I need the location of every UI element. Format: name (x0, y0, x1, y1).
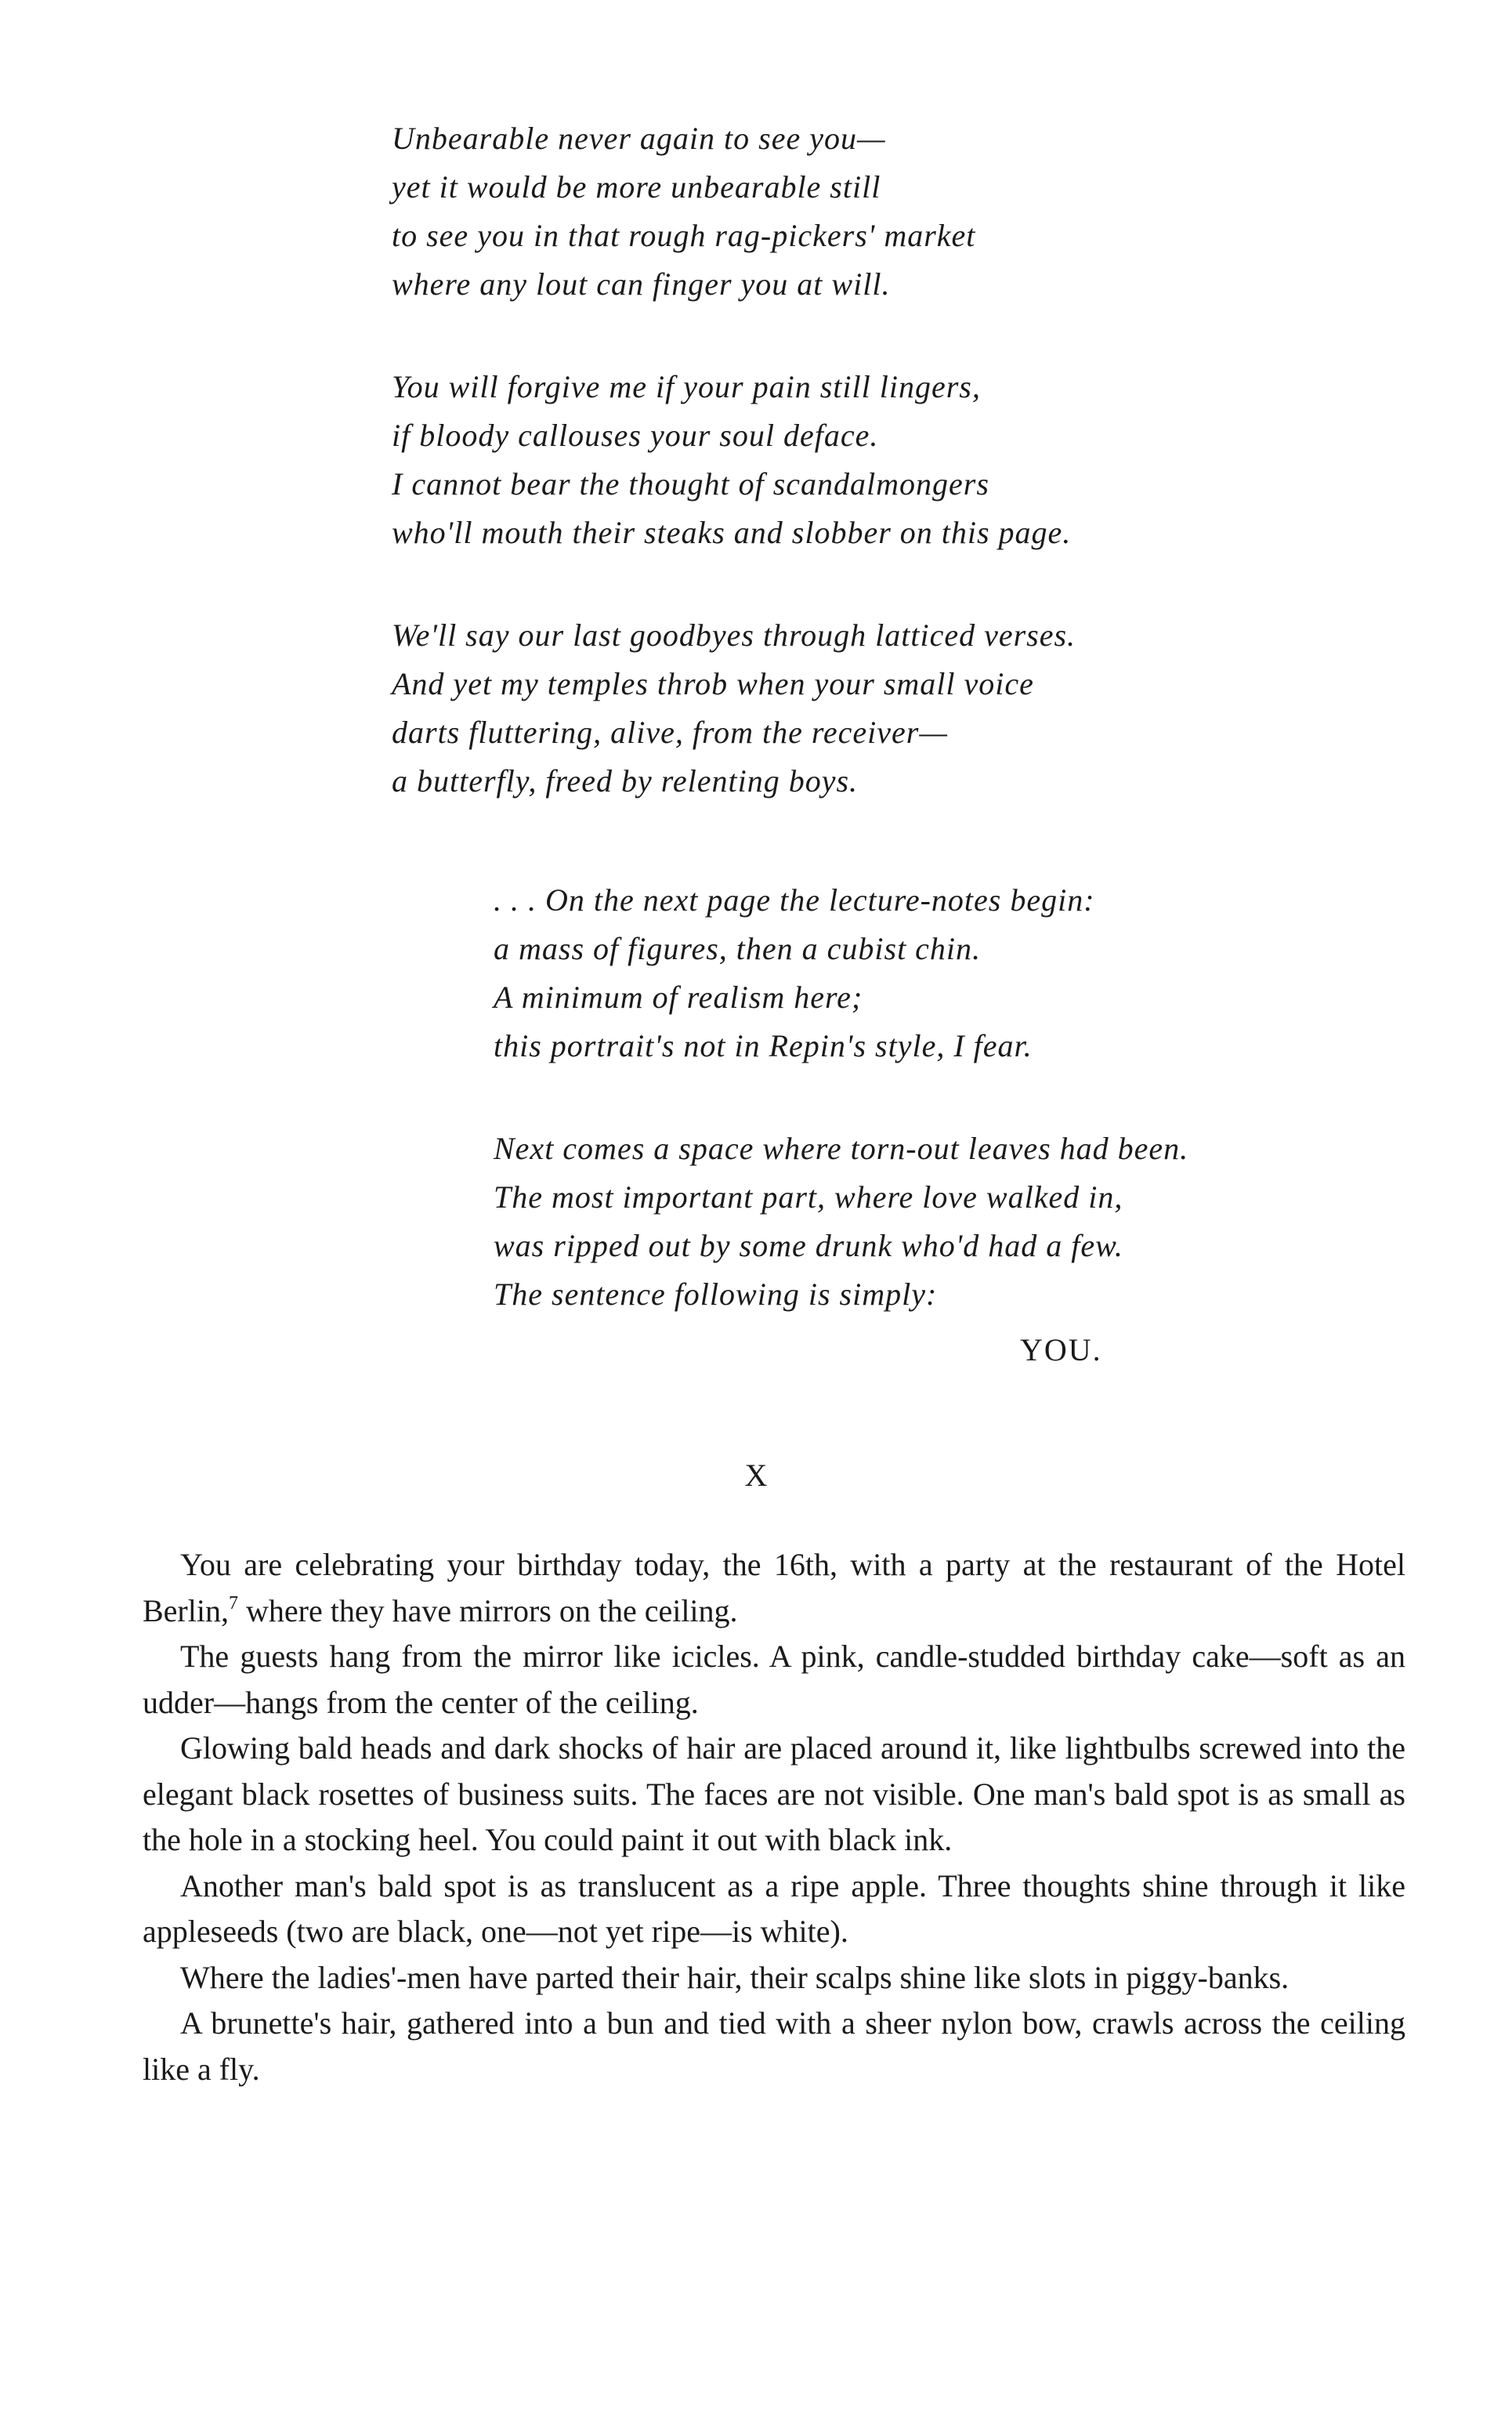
stanza-2 (392, 363, 1076, 557)
verse-line: Unbearable never again to see you— (392, 121, 886, 156)
footnote-marker: 7 (228, 1592, 238, 1614)
verse-line: was ripped out by some drunk who'd had a few. (494, 1228, 1123, 1263)
verse-line: Next comes a space where torn-out leaves had been. (494, 1131, 1189, 1166)
stanza-1 (392, 114, 1076, 309)
prose-body (143, 1542, 1405, 2092)
verse-line: darts fluttering, alive, from the receiver— (392, 715, 948, 750)
paragraph: Another man's bald spot is as translucent as a ripe apple. Three thoughts shine through it like appleseeds (two are black, one—not yet ripe—is white). (143, 1867, 1405, 1949)
paragraph (143, 1542, 1405, 1634)
verse-line: I cannot bear the thought of scandalmongers (392, 466, 989, 502)
verse-line: where any lout can finger you at will. (392, 266, 891, 302)
verse-line: The most important part, where love walked in, (494, 1179, 1123, 1215)
verse-line: You will forgive me if your pain still lingers, (392, 369, 981, 404)
verse-line: a butterfly, freed by relenting boys. (392, 763, 859, 799)
verse-line: this portrait's not in Repin's style, I fear. (494, 1028, 1033, 1063)
verse-line: if bloody callouses your soul deface. (392, 418, 879, 453)
poem-part-1 (392, 114, 1076, 810)
verse-line: The sentence following is simply: (494, 1277, 938, 1312)
stanza-3 (392, 611, 1076, 806)
poem-part-2 (494, 876, 1188, 1324)
verse-line: We'll say our last goodbyes through latticed verses. (392, 618, 1076, 653)
paragraph-text: You are celebrating your birthday today, the 16th, with a party at the restaurant of the Hotel Berlin, (143, 1547, 1405, 1628)
paragraph: Glowing bald heads and dark shocks of hair are placed around it, like lightbulbs screwed into the elegant black rosettes of business suits. The faces are not visible. One man's bald spot is as small as the hole in a stocking heel. You could paint it out with black ink. (143, 1730, 1405, 1857)
section-heading: X (744, 1458, 768, 1493)
verse-line: who'll mouth their steaks and slobber on this page. (392, 515, 1072, 550)
verse-line: a mass of figures, then a cubist chin. (494, 931, 982, 966)
paragraph-text: where they have mirrors on the ceiling. (237, 1592, 738, 1628)
paragraph: The guests hang from the mirror like icicles. A pink, candle-studded birthday cake—soft as an udder—hangs from the center of the ceiling. (143, 1639, 1405, 1720)
paragraph: Where the ladies'-men have parted their hair, their scalps shine like slots in piggy-banks. (180, 1959, 1290, 1995)
stanza-5 (494, 1125, 1188, 1319)
verse-line: A minimum of realism here; (494, 980, 863, 1015)
verse-line: And yet my temples throb when your small voice (392, 666, 1034, 701)
verse-line: . . . On the next page the lecture-notes begin: (494, 882, 1095, 918)
stanza-4 (494, 876, 1188, 1070)
verse-line: to see you in that rough rag-pickers' market (392, 218, 976, 253)
paragraph: A brunette's hair, gathered into a bun and tied with a sheer nylon bow, crawls across the ceiling like a fly. (143, 2005, 1405, 2087)
verse-line: yet it would be more unbearable still (392, 169, 881, 205)
closing-word: YOU. (1020, 1332, 1102, 1367)
